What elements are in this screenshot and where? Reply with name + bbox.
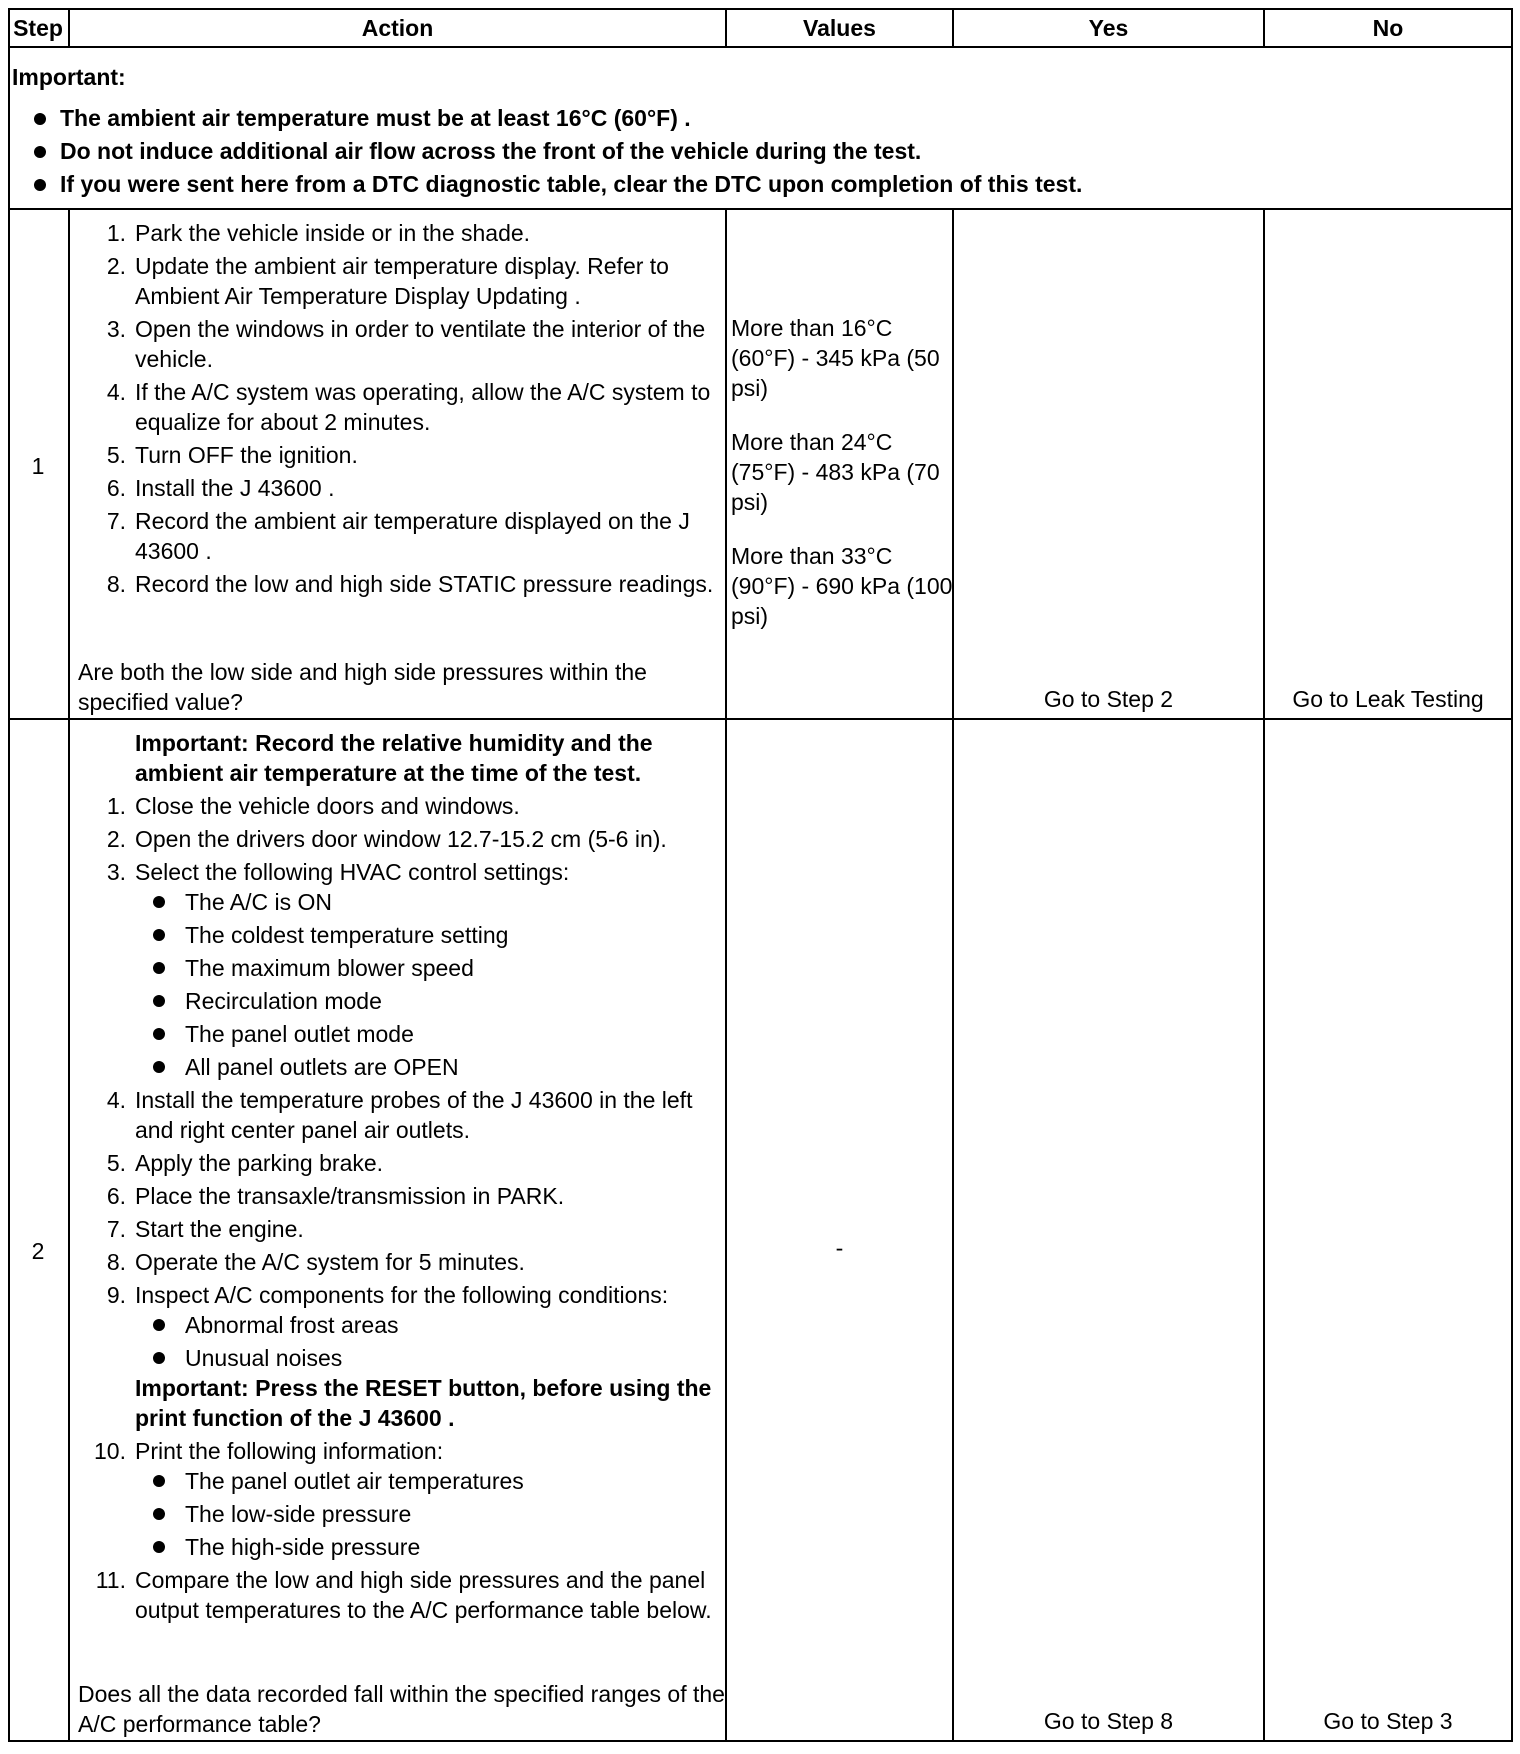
list-item: The A/C is ON — [135, 887, 723, 917]
step1-values — [731, 313, 956, 655]
action-item: 6. Install the J 43600 . — [106, 475, 335, 501]
bullet-icon — [153, 1319, 165, 1331]
value-entry: More than 16°C (60°F) - 345 kPa (50 psi) — [731, 315, 940, 401]
action-item: 7. Start the engine. — [106, 1216, 304, 1242]
action-item: 2. Open the drivers door window 12.7-15.2 cm (5-6 in). — [106, 826, 667, 852]
bullet-icon — [153, 896, 165, 908]
bullet-icon — [153, 1508, 165, 1520]
action-item: 7. Record the ambient air temperature displayed on the J 43600 . — [106, 508, 690, 564]
step-number-1: 1 — [31, 453, 45, 479]
step-number-2: 2 — [31, 1238, 45, 1264]
action-item: 3. Select the following HVAC control settings: The A/C is ON The coldest temperature setting The maximum blower speed Recirculation mode The panel outlet mode All panel outlets are OPEN — [78, 857, 723, 1082]
action-item: 10. Print the following information: The panel outlet air temperatures The low-side pressure The high-side pressure — [78, 1436, 723, 1562]
action-item: 4. If the A/C system was operating, allow the A/C system to equalize for about 2 minutes. — [106, 379, 711, 435]
list-item: The coldest temperature setting — [135, 920, 723, 950]
header-step: Step — [13, 15, 63, 41]
action-item: 3. Open the windows in order to ventilate the interior of the vehicle. — [106, 316, 706, 372]
action-item: 8. Record the low and high side STATIC pressure readings. — [106, 571, 714, 597]
bullet-icon — [153, 1352, 165, 1364]
step2-no: Go to Step 3 — [1323, 1708, 1453, 1734]
step1-yes: Go to Step 2 — [1043, 686, 1174, 712]
important-item: Do not induce additional air flow across the front of the vehicle during the test. — [12, 135, 1082, 168]
list-item: Unusual noises — [135, 1343, 723, 1373]
bullet-icon — [153, 995, 165, 1007]
table-border-bottom — [8, 1740, 1513, 1742]
diagnostic-table — [8, 8, 1513, 1742]
action-item: 4. Install the temperature probes of the J 43600 in the left and right center panel air outlets. — [106, 1087, 693, 1143]
bullet-icon — [153, 1541, 165, 1553]
action-item: 1. Close the vehicle doors and windows. — [106, 793, 520, 819]
bullet-icon — [153, 1061, 165, 1073]
list-item: The maximum blower speed — [135, 953, 723, 983]
step1-no: Go to Leak Testing — [1292, 686, 1484, 712]
header-no: No — [1372, 15, 1404, 41]
action-item: 11. Compare the low and high side pressures and the panel output temperatures to the A/C performance table below. — [95, 1567, 712, 1623]
step2-values: - — [835, 1235, 844, 1261]
list-item: The panel outlet mode — [135, 1019, 723, 1049]
step1-rule — [8, 718, 1513, 720]
action-item: 5. Apply the parking brake. — [106, 1150, 384, 1176]
action-item: 8. Operate the A/C system for 5 minutes. — [106, 1249, 525, 1275]
step2-important-note: Important: Record the relative humidity and the ambient air temperature at the time of the test. — [135, 730, 653, 786]
table-border-left — [8, 8, 10, 1742]
col-rule — [1263, 208, 1265, 1742]
value-entry: More than 24°C (75°F) - 483 kPa (70 psi) — [731, 429, 940, 515]
header-yes: Yes — [1088, 15, 1129, 41]
list-item: All panel outlets are OPEN — [135, 1052, 723, 1082]
step2-yes: Go to Step 8 — [1043, 1708, 1174, 1734]
col-rule — [725, 208, 727, 1742]
important-rule — [8, 208, 1513, 210]
value-entry: More than 33°C (90°F) - 690 kPa (100 psi) — [731, 543, 953, 629]
bullet-icon — [34, 179, 46, 191]
list-item: The high-side pressure — [135, 1532, 723, 1562]
important-title: Important: — [12, 64, 126, 90]
list-item: The low-side pressure — [135, 1499, 723, 1529]
action-item: 1. Park the vehicle inside or in the shade. — [106, 220, 531, 246]
important-list — [12, 102, 1082, 201]
bullet-icon — [34, 113, 46, 125]
bullet-icon — [153, 962, 165, 974]
action-item: 5. Turn OFF the ignition. — [106, 442, 358, 468]
print-info-list — [135, 1466, 723, 1562]
header-values: Values — [803, 15, 876, 41]
action-item: 2. Update the ambient air temperature display. Refer to Ambient Air Temperature Display Updating . — [106, 253, 669, 309]
table-border-right — [1511, 8, 1513, 1742]
step2-reset-note: Important: Press the RESET button, before using the print function of the J 43600 . — [135, 1375, 712, 1431]
list-item: The panel outlet air temperatures — [135, 1466, 723, 1496]
important-item: The ambient air temperature must be at least 16°C (60°F) . — [12, 102, 1082, 135]
bullet-icon — [34, 146, 46, 158]
header-action: Action — [361, 15, 434, 41]
step2-actions — [78, 728, 723, 1628]
important-item: If you were sent here from a DTC diagnostic table, clear the DTC upon completion of this test. — [12, 168, 1082, 201]
bullet-icon — [153, 1028, 165, 1040]
action-item: 9. Inspect A/C components for the following conditions: Abnormal frost areas Unusual noises — [78, 1280, 723, 1373]
bullet-icon — [153, 929, 165, 941]
step1-question: Are both the low side and high side pressures within the specified value? — [78, 659, 647, 715]
hvac-settings-list — [135, 887, 723, 1082]
action-item: 6. Place the transaxle/transmission in PARK. — [106, 1183, 565, 1209]
conditions-list — [135, 1310, 723, 1373]
list-item: Recirculation mode — [135, 986, 723, 1016]
step1-actions — [78, 218, 723, 602]
list-item: Abnormal frost areas — [135, 1310, 723, 1340]
col-rule — [68, 208, 70, 1742]
step2-question: Does all the data recorded fall within the specified ranges of the A/C performance table? — [78, 1681, 725, 1737]
bullet-icon — [153, 1475, 165, 1487]
